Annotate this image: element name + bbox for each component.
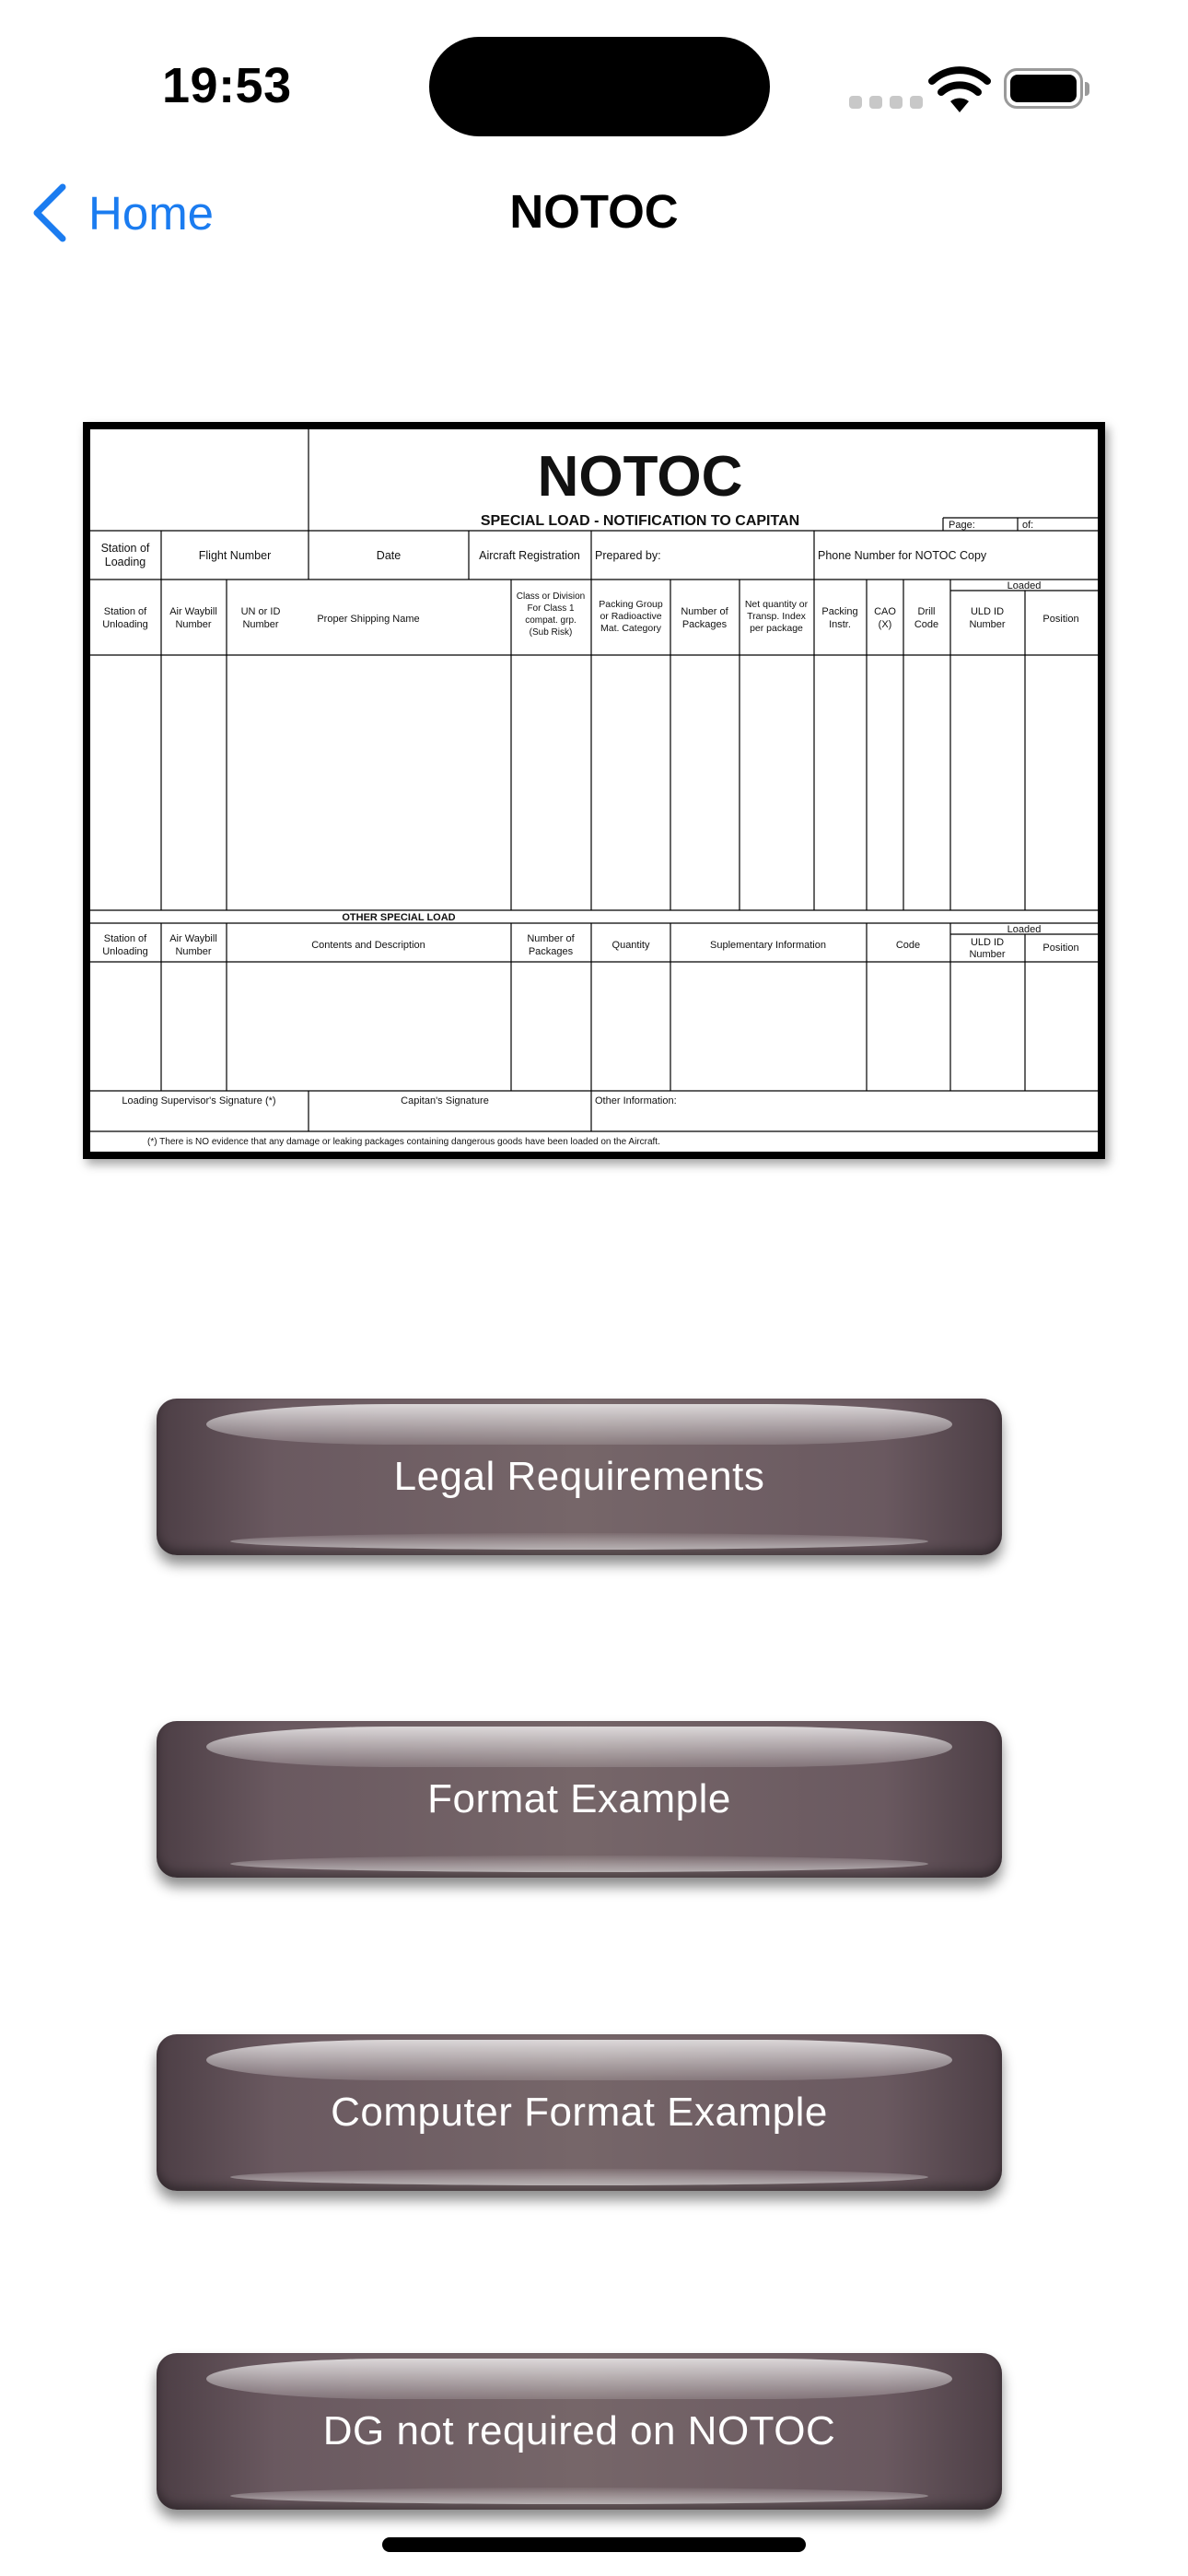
cellular-signal-icon bbox=[849, 96, 923, 109]
col-packing-instr-2: Instr. bbox=[829, 619, 851, 630]
other-section-title: OTHER SPECIAL LOAD bbox=[342, 912, 456, 923]
form-page-label: Page: bbox=[949, 520, 975, 531]
oth-station-unloading-1: Station of bbox=[103, 933, 147, 944]
oth-supplementary: Suplementary Information bbox=[710, 940, 826, 951]
format-example-button[interactable] bbox=[157, 1721, 1002, 1878]
footer-captain-sig: Capitan's Signature bbox=[401, 1095, 489, 1107]
computer-format-example-button[interactable] bbox=[157, 2034, 1002, 2191]
form-of-label: of: bbox=[1022, 520, 1034, 531]
col-proper-shipping: Proper Shipping Name bbox=[317, 614, 420, 625]
col-packing-group-3: Mat. Category bbox=[600, 623, 661, 634]
col-net-qty-1: Net quantity or bbox=[744, 599, 809, 610]
col-air-waybill-2: Number bbox=[175, 619, 212, 630]
oth-position: Position bbox=[1042, 943, 1079, 954]
footer-note: (*) There is NO evidence that any damage or leaking packages containing dangerous goods have been loaded on the Aircraft. bbox=[147, 1137, 660, 1147]
col-cao-2: (X) bbox=[878, 619, 892, 630]
oth-loaded: Loaded bbox=[1007, 924, 1042, 935]
legal-requirements-button[interactable] bbox=[157, 1399, 1002, 1555]
hdr-date: Date bbox=[376, 549, 402, 562]
dg-not-required-label: DG not required on NOTOC bbox=[322, 2408, 836, 2453]
col-position: Position bbox=[1042, 614, 1079, 625]
col-packing-group-1: Packing Group bbox=[599, 599, 663, 610]
page-title: NOTOC bbox=[509, 185, 679, 238]
col-num-packages-1: Number of bbox=[681, 606, 728, 617]
col-num-packages-2: Packages bbox=[681, 619, 728, 630]
col-air-waybill-1: Air Waybill bbox=[169, 606, 217, 617]
col-drill-code-2: Code bbox=[914, 619, 939, 630]
col-net-qty-3: per package bbox=[750, 623, 803, 634]
col-loaded: Loaded bbox=[1007, 580, 1042, 591]
hdr-station-loading-2: Loading bbox=[104, 556, 146, 568]
notoc-form-image bbox=[83, 422, 1105, 1159]
oth-uld-id-2: Number bbox=[969, 949, 1006, 960]
oth-air-waybill-2: Number bbox=[175, 946, 212, 957]
oth-air-waybill-1: Air Waybill bbox=[169, 933, 217, 944]
col-class-1: Class or Division bbox=[516, 591, 586, 602]
col-cao-1: CAO bbox=[874, 606, 896, 617]
oth-uld-id-1: ULD ID bbox=[970, 937, 1005, 948]
footer-supervisor-sig: Loading Supervisor's Signature (*) bbox=[122, 1095, 276, 1107]
oth-station-unloading-2: Unloading bbox=[102, 946, 148, 957]
form-subtitle: SPECIAL LOAD - NOTIFICATION TO CAPITAN bbox=[480, 513, 800, 529]
notoc-form-drawing bbox=[90, 429, 1098, 1152]
format-example-label: Format Example bbox=[427, 1776, 731, 1821]
footer-other-info: Other Information: bbox=[595, 1095, 677, 1107]
status-time: 19:53 bbox=[162, 58, 292, 113]
col-uld-id-1: ULD ID bbox=[970, 606, 1005, 617]
dg-not-required-button[interactable] bbox=[157, 2353, 1002, 2510]
oth-num-packages-1: Number of bbox=[527, 933, 575, 944]
col-drill-code-1: Drill bbox=[917, 606, 936, 617]
col-station-unloading-1: Station of bbox=[103, 606, 147, 617]
col-station-unloading-2: Unloading bbox=[102, 619, 148, 630]
oth-code: Code bbox=[895, 940, 921, 951]
hdr-prepared-by: Prepared by: bbox=[595, 549, 661, 562]
back-button-label: Home bbox=[88, 186, 215, 240]
hdr-aircraft-registration: Aircraft Registration bbox=[479, 549, 580, 562]
computer-format-example-label: Computer Format Example bbox=[331, 2090, 828, 2135]
col-un-id-1: UN or ID bbox=[240, 606, 281, 617]
hdr-phone: Phone Number for NOTOC Copy bbox=[818, 549, 987, 562]
col-net-qty-2: Transp. Index bbox=[747, 611, 806, 622]
hdr-flight-number: Flight Number bbox=[198, 549, 272, 562]
dynamic-island bbox=[429, 37, 770, 136]
legal-requirements-label: Legal Requirements bbox=[393, 1454, 765, 1499]
home-indicator[interactable] bbox=[382, 2537, 806, 2552]
col-class-2: For Class 1 bbox=[527, 603, 575, 614]
col-class-4: (Sub Risk) bbox=[529, 627, 573, 638]
wifi-icon bbox=[928, 66, 991, 114]
battery-icon bbox=[1004, 68, 1083, 109]
col-packing-instr-1: Packing bbox=[821, 606, 858, 617]
hdr-station-loading-1: Station of bbox=[100, 542, 150, 555]
form-title: NOTOC bbox=[537, 445, 743, 509]
col-class-3: compat. grp. bbox=[525, 615, 577, 626]
col-uld-id-2: Number bbox=[969, 619, 1006, 630]
col-packing-group-2: or Radioactive bbox=[600, 611, 662, 622]
col-un-id-2: Number bbox=[242, 619, 279, 630]
oth-num-packages-2: Packages bbox=[528, 946, 574, 957]
oth-contents: Contents and Description bbox=[311, 940, 425, 951]
oth-quantity: Quantity bbox=[611, 940, 650, 951]
